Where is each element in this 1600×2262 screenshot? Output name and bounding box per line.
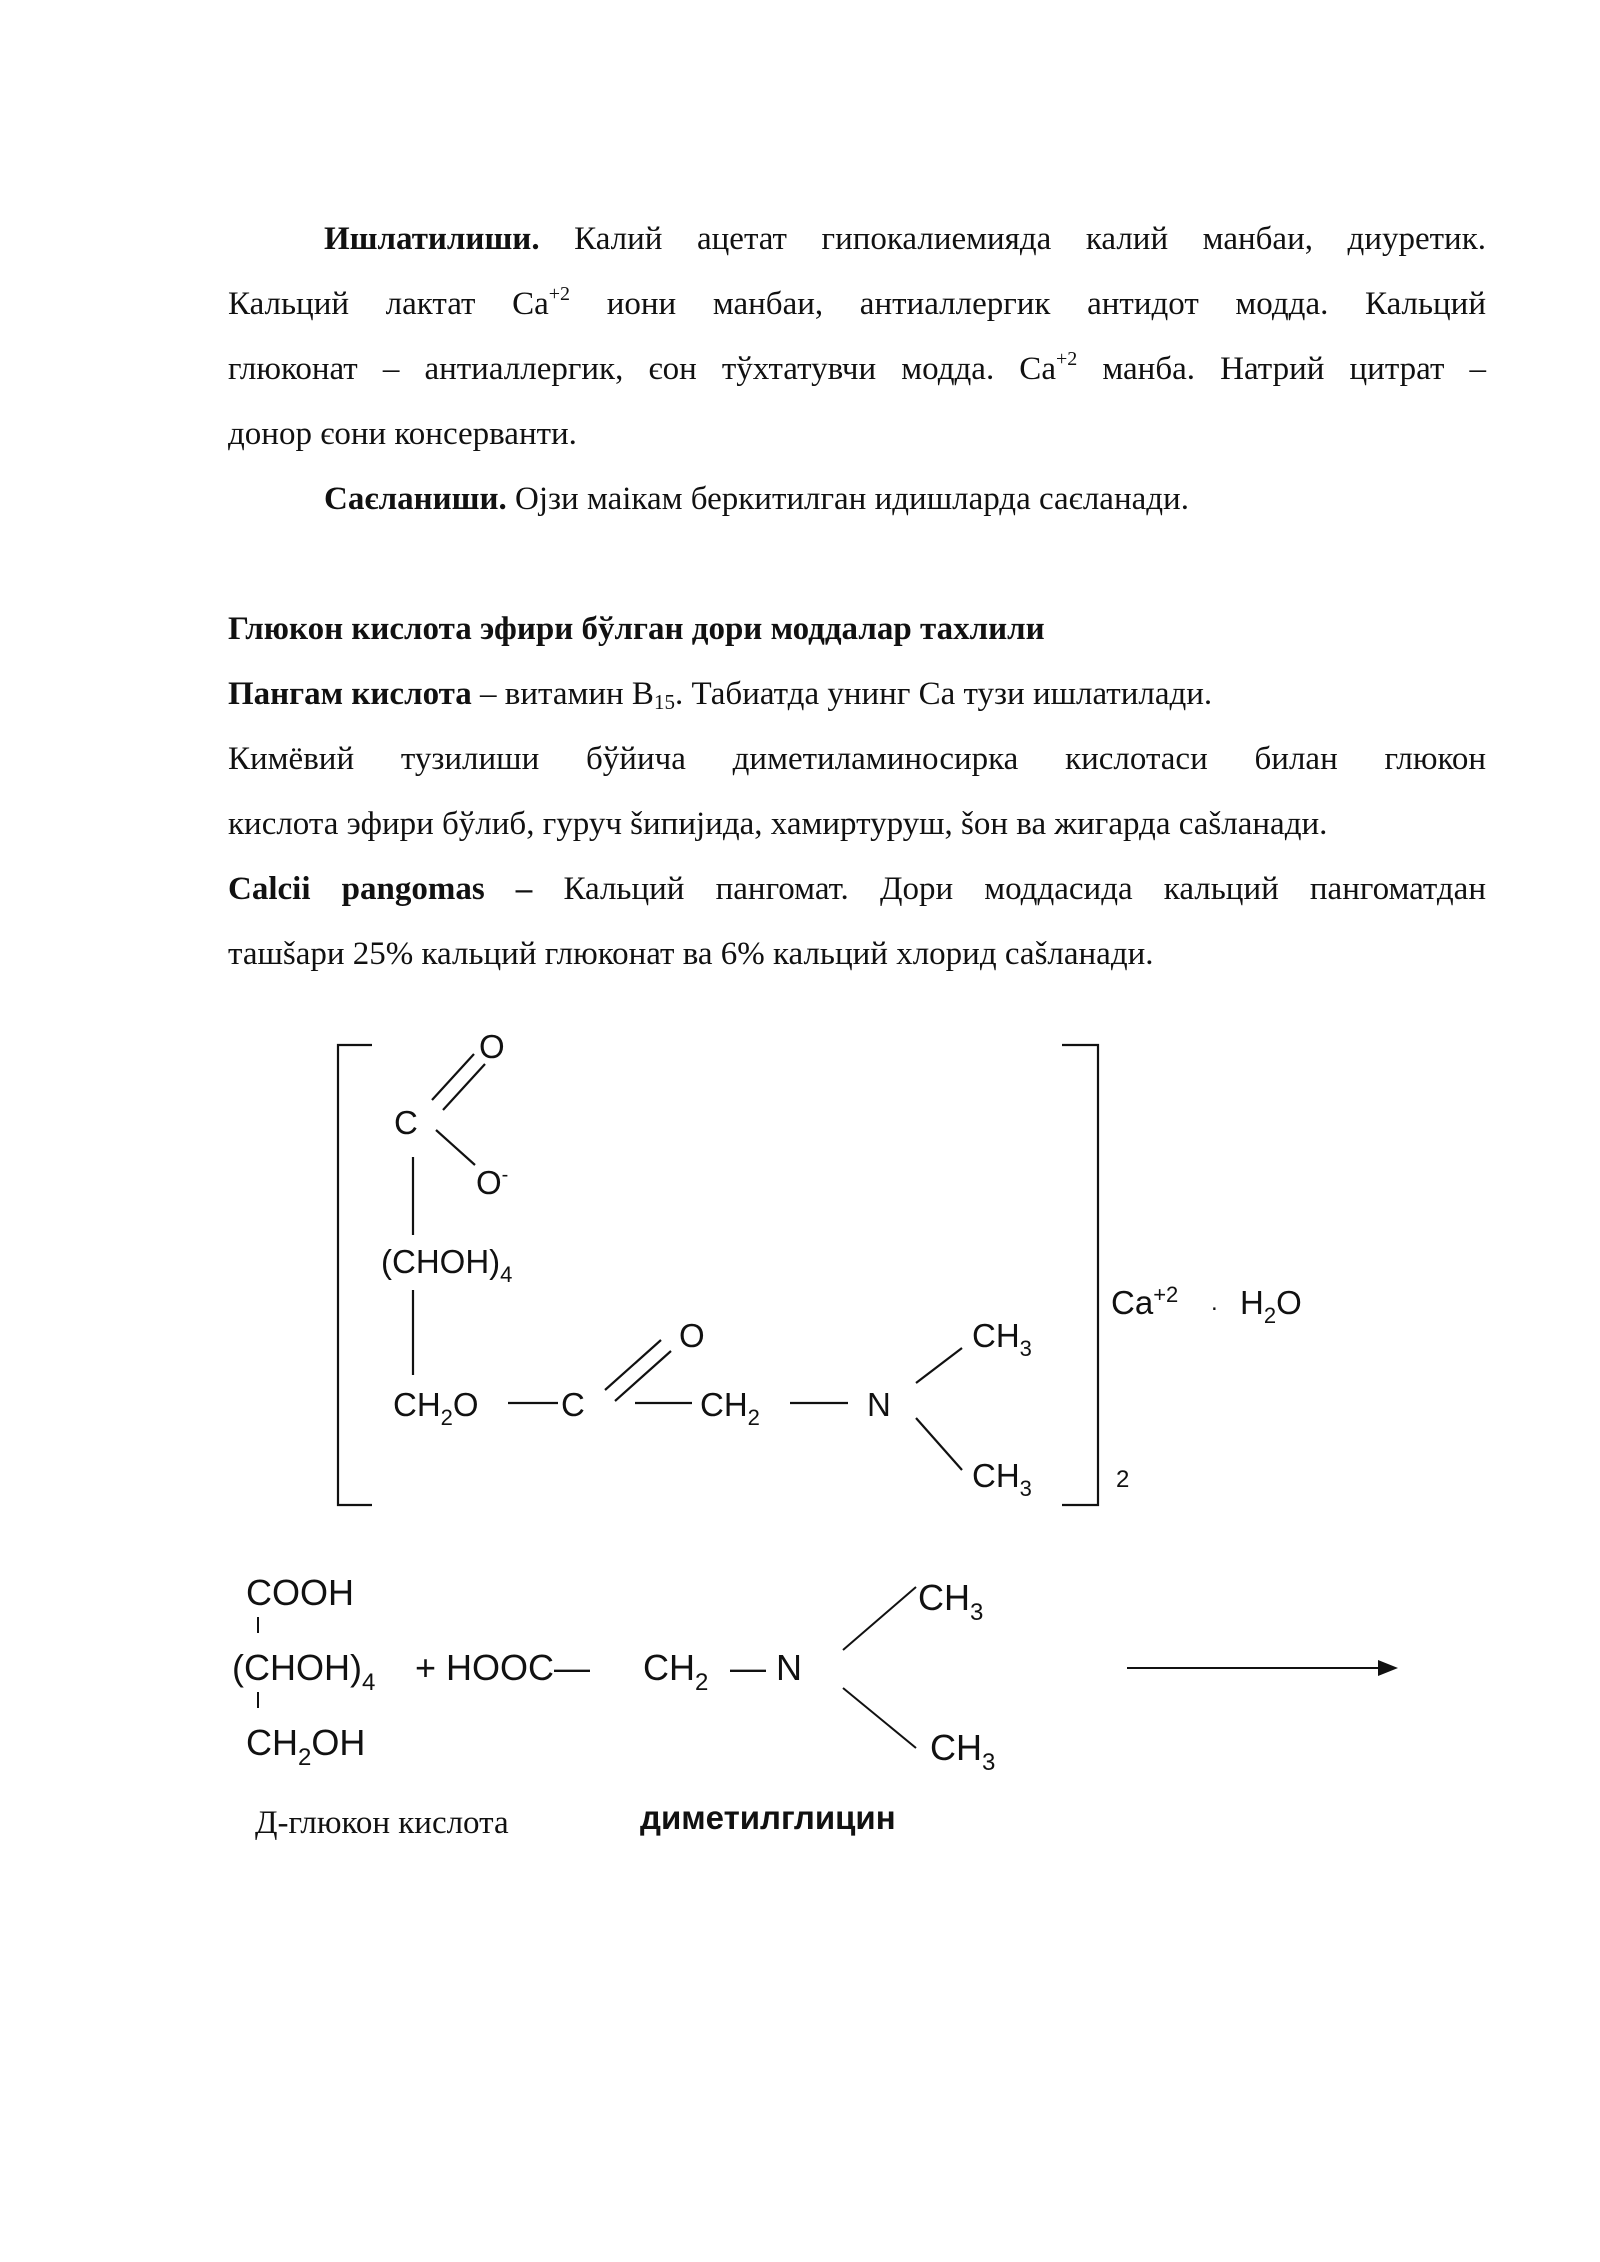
bracket-subscript: 2 [1116,1466,1130,1493]
storage-paragraph: Саєланиши. Ојзи маікам беркитилган идишларда саєланади. [324,481,1189,517]
calcium-ion: $Ca^{+2}$ [1111,1282,1179,1321]
structure-line-2: кислота эфири бўлиб, гуруч šипијида, хамиртуруш, šон ва жигарда саšланади. [228,806,1328,842]
ch2oh-group: $CH_2OH$ [246,1722,366,1771]
carboxyl-double-bond [432,1054,474,1100]
cooh-group: COOH [246,1572,354,1613]
ch2-group-2: $CH_2$ [643,1647,709,1696]
methyl-bond-bottom [916,1418,962,1470]
usage-line-2: Кальций лактат $Ca^{+2}$ иони манбаи, антиаллергик антидот модда. Кальций [228,283,1487,322]
nitrogen-2: — N [730,1647,802,1688]
chohh-group-2: $(CHOH)_4$ [232,1647,376,1696]
oxygen-top: O [479,1028,505,1065]
water: $H_2O$ [1240,1284,1302,1328]
hydrate-dot: . [1211,1289,1218,1316]
structure-paragraph: Кимёвий тузилиши бўйича диметиламиносирка кислотаси билан глюкон [228,741,1486,777]
oxygen-anion: O- [476,1164,509,1201]
hooc-group: + HOOC— [415,1647,591,1688]
calcii-paragraph: Calcii pangomas – Кальций пангомат. Дори моддасида кальций пангоматдан [228,871,1486,907]
section-title: Глюкон кислота эфири бўлган дори моддалар тахлили [228,611,1045,647]
nitrogen: N [867,1386,891,1423]
carboxyl-single-bond [436,1130,475,1165]
caption-dimethylglycine: диметилглицин [640,1799,896,1836]
usage-line-4: донор єони консерванти. [228,416,577,452]
methyl-top-2: $CH_3$ [918,1577,984,1626]
left-bracket [338,1045,372,1505]
methyl-bottom: $CH_3$ [972,1457,1032,1501]
methyl-bottom-2: $CH_3$ [930,1727,996,1776]
ch2-group: $CH_2$ [700,1386,760,1430]
pangam-name: Пангам кислота [228,676,472,712]
storage-heading: Саєланиши. [324,481,507,517]
ester-double-bond [605,1340,661,1390]
usage-line-1: Ишлатилиши. Калий ацетат гипокалиемияда калий манбаи, диуретик. [324,221,1486,257]
methyl-bond-top-2 [843,1587,916,1650]
chohh-group: $(CHOH)_4$ [381,1243,513,1287]
methyl-bond-top [916,1348,962,1383]
usage-line-3: глюконат – антиаллергик, єон тўхтатувчи модда. $Ca^{+2}$ манба. Натрий цитрат – [228,348,1486,387]
ester-oxygen: O [679,1317,705,1354]
right-bracket [1062,1045,1098,1505]
calcii-name: Calcii pangomas – [228,871,533,907]
ch2o-group: $CH_2O$ [393,1386,479,1430]
usage-heading: Ишлатилиши. [324,221,540,257]
arrow-head [1378,1660,1398,1676]
ester-carbon: C [561,1386,585,1423]
methyl-top: $CH_3$ [972,1317,1032,1361]
pangam-paragraph: Пангам кислота – витамин $B_{15}$. Табиатда унинг Ca тузи ишлатилади. [228,676,1213,714]
calcii-line-2: ташšари 25% кальций глюконат ва 6% кальций хлорид саšланади. [228,936,1154,972]
methyl-bond-bottom-2 [843,1688,916,1748]
carboxyl-carbon: C [394,1104,418,1141]
caption-gluconic-acid: Д-глюкон кислота [255,1805,509,1841]
